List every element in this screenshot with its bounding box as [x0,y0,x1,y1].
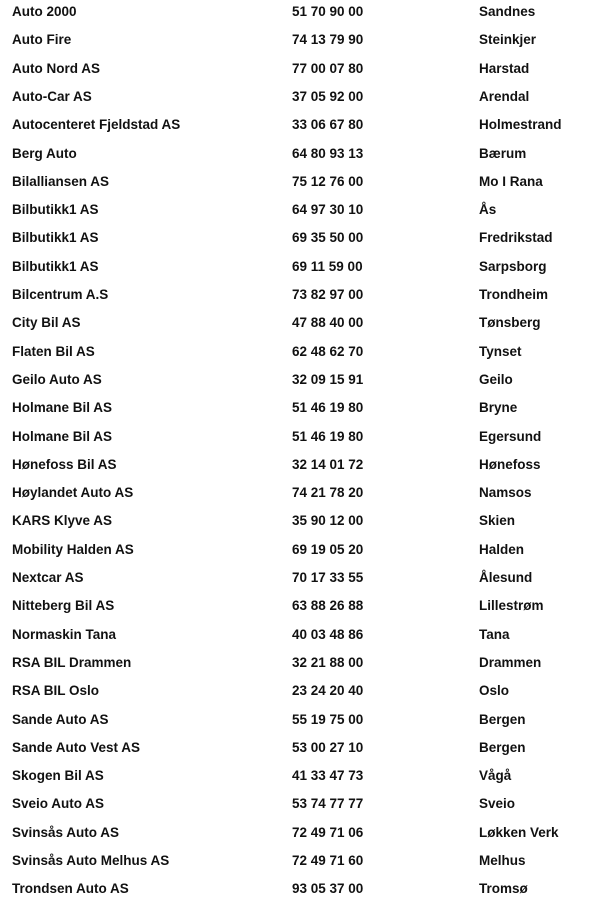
dealer-city: Harstad [479,60,530,76]
table-row [0,311,605,339]
dealer-city: Oslo [479,683,510,699]
dealer-phone: 32 14 01 72 [292,456,364,472]
dealer-city: Bryne [479,400,518,416]
table-row [0,283,605,311]
dealer-phone: 77 00 07 80 [292,60,364,76]
dealer-name: Skogen Bil AS [12,768,104,784]
dealer-city: Mo I Rana [479,173,543,189]
dealer-name: Normaskin Tana [12,626,117,642]
table-row [0,736,605,764]
dealer-city: Fredrikstad [479,230,553,246]
dealer-city: Holmestrand [479,117,562,133]
dealer-name: Auto 2000 [12,4,77,19]
dealer-phone: 37 05 92 00 [292,88,364,104]
dealer-phone: 64 80 93 13 [292,145,364,161]
dealer-name: RSA BIL Drammen [12,654,132,670]
dealer-city: Bergen [479,711,526,727]
dealer-phone: 69 35 50 00 [292,230,364,246]
dealer-city: Geilo [479,371,513,387]
dealer-name: Bilbutikk1 AS [12,230,99,246]
dealer-name: Flaten Bil AS [12,343,95,359]
table-row [0,198,605,226]
table-row [0,792,605,820]
table-row [0,28,605,56]
table-row [0,623,605,651]
dealer-phone: 72 49 71 06 [292,824,364,840]
dealer-name: Autocenteret Fjeldstad AS [12,117,181,133]
dealer-phone: 74 13 79 90 [292,32,364,48]
table-row [0,396,605,424]
dealer-phone: 69 19 05 20 [292,541,364,557]
dealer-phone: 69 11 59 00 [292,258,363,274]
dealer-name: Svinsås Auto Melhus AS [12,853,170,868]
dealer-phone: 62 48 62 70 [292,343,364,359]
dealer-city: Skien [479,513,516,529]
dealer-phone: 53 74 77 77 [292,796,364,812]
table-row [0,679,605,707]
dealer-city: Arendal [479,88,530,104]
dealer-name: Berg Auto [12,145,77,161]
table-row [0,594,605,622]
table-row [0,226,605,254]
dealer-phone: 32 21 88 00 [292,654,364,670]
dealer-phone: 33 06 67 80 [292,117,364,133]
dealer-city: Bærum [479,145,527,161]
table-row [0,651,605,679]
table-row [0,85,605,113]
dealer-name: Geilo Auto AS [12,371,102,387]
dealer-name: Auto Nord AS [12,60,100,76]
dealer-name: Auto-Car AS [12,88,92,104]
table-row [0,566,605,594]
dealer-phone: 93 05 37 00 [292,881,364,897]
dealer-phone: 23 24 20 40 [292,683,364,699]
dealer-phone: 41 33 47 73 [292,768,364,784]
table-row [0,113,605,141]
dealer-name: Sveio Auto AS [12,796,105,812]
dealer-phone: 51 46 19 80 [292,400,364,416]
dealer-name: Auto Fire [12,32,72,48]
dealer-city: Vågå [479,768,512,784]
dealer-city: Sandnes [479,4,536,19]
dealer-phone: 74 21 78 20 [292,485,364,501]
table-row [0,170,605,198]
table-row [0,425,605,453]
dealer-name: Hønefoss Bil AS [12,456,117,472]
dealer-phone: 40 03 48 86 [292,626,364,642]
dealer-city: Ålesund [479,570,533,585]
dealer-city: Hønefoss [479,456,541,472]
table-row [0,368,605,396]
dealer-name: Sande Auto Vest AS [12,739,141,755]
dealer-phone: 75 12 76 00 [292,173,364,189]
dealer-name: RSA BIL Oslo [12,683,100,699]
table-row [0,821,605,849]
table-row [0,538,605,566]
dealer-city: Lillestrøm [479,598,544,614]
dealer-city: Bergen [479,739,526,755]
dealer-name: Høylandet Auto AS [12,485,134,501]
dealer-name: Holmane Bil AS [12,428,113,444]
dealer-phone: 32 09 15 91 [292,371,364,387]
table-row [0,255,605,283]
dealer-name: Bilalliansen AS [12,173,110,189]
dealer-city: Namsos [479,485,532,501]
dealer-city: Tana [479,626,510,642]
dealer-phone: 51 46 19 80 [292,428,364,444]
dealer-city: Melhus [479,853,526,868]
dealer-name: KARS Klyve AS [12,513,113,529]
table-row [0,509,605,537]
table-row [0,764,605,792]
table-row [0,877,605,905]
table-row [0,340,605,368]
dealer-name: City Bil AS [12,315,81,331]
table-row [0,57,605,85]
dealer-name: Trondsen Auto AS [12,881,129,897]
dealer-phone: 64 97 30 10 [292,202,364,218]
dealer-city: Drammen [479,654,542,670]
table-row [0,453,605,481]
table-row [0,142,605,170]
dealer-city: Ås [479,202,497,218]
dealer-phone: 47 88 40 00 [292,315,364,331]
table-row [0,708,605,736]
dealer-name: Holmane Bil AS [12,400,113,416]
dealer-name: Nextcar AS [12,570,84,585]
dealer-city: Trondheim [479,287,549,302]
dealer-city: Sveio [479,796,516,812]
table-row [0,849,605,877]
table-row [0,481,605,509]
dealer-name: Bilbutikk1 AS [12,258,99,274]
dealer-name: Bilbutikk1 AS [12,202,99,218]
dealer-city: Løkken Verk [479,824,559,840]
dealer-phone: 70 17 33 55 [292,570,364,585]
dealer-city: Egersund [479,428,542,444]
dealer-phone: 72 49 71 60 [292,853,364,868]
dealer-phone: 63 88 26 88 [292,598,364,614]
dealer-city: Tønsberg [479,315,541,331]
dealer-city: Halden [479,541,525,557]
table-row [0,0,605,28]
dealer-name: Nitteberg Bil AS [12,598,115,614]
dealer-city: Sarpsborg [479,258,547,274]
dealer-name: Bilcentrum A.S [12,287,109,302]
dealer-city: Steinkjer [479,32,537,48]
dealer-phone: 53 00 27 10 [292,739,364,755]
dealer-name: Sande Auto AS [12,711,109,727]
dealer-phone: 55 19 75 00 [292,711,364,727]
dealer-city: Tromsø [479,881,528,897]
dealer-phone: 35 90 12 00 [292,513,364,529]
dealer-city: Tynset [479,343,522,359]
dealer-phone: 51 70 90 00 [292,4,364,19]
dealer-name: Svinsås Auto AS [12,824,120,840]
dealer-name: Mobility Halden AS [12,541,134,557]
dealer-phone: 73 82 97 00 [292,287,364,302]
